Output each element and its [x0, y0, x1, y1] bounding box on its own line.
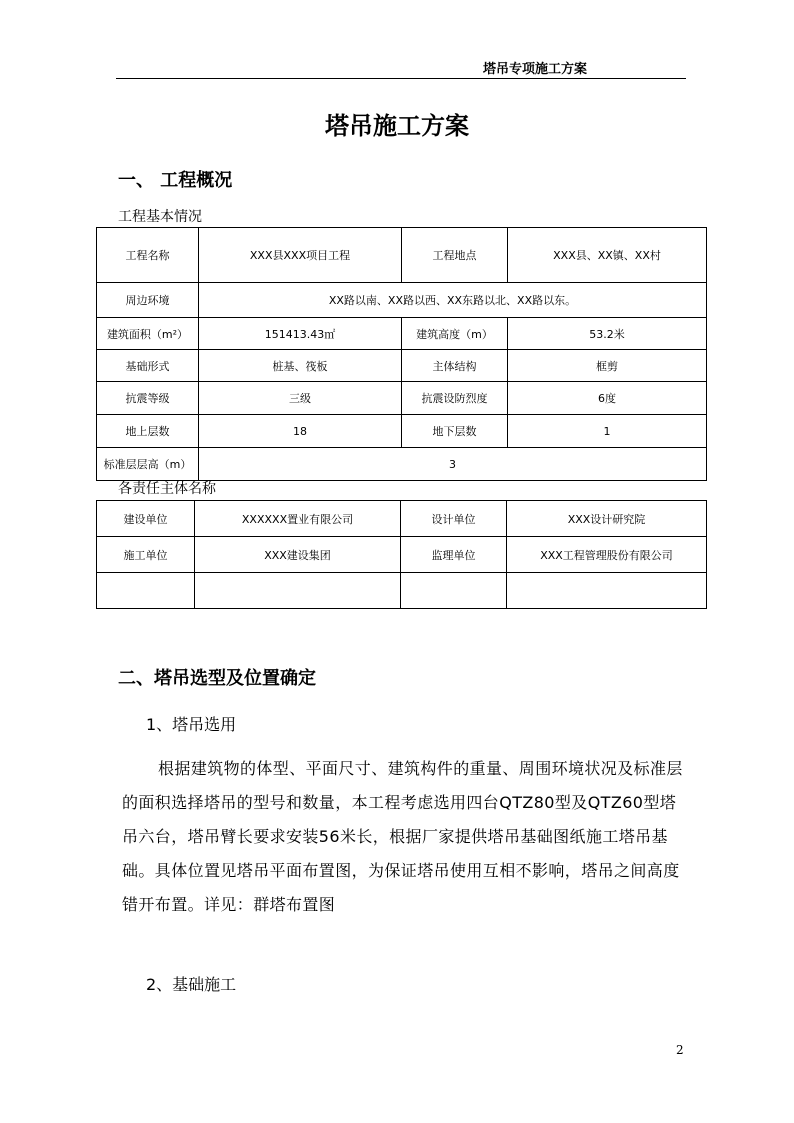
- table-cell: 三级: [199, 382, 402, 415]
- body-paragraph: [122, 752, 688, 922]
- table-cell: [401, 573, 507, 609]
- section-heading-overview: 一、 工程概况: [118, 170, 233, 191]
- table-cell: 设计单位: [401, 501, 507, 537]
- table-cell: XX路以南、XX路以西、XX东路以北、XX路以东。: [199, 283, 707, 318]
- table-cell: XXXXXX置业有限公司: [195, 501, 401, 537]
- table-cell: 基础形式: [97, 350, 199, 382]
- table-cell: 周边环境: [97, 283, 199, 318]
- table-row: [97, 382, 707, 415]
- table-cell: 建筑高度（m）: [402, 318, 508, 350]
- table-row: [97, 537, 707, 573]
- document-title: 塔吊施工方案: [325, 112, 469, 140]
- table-cell: 地下层数: [402, 415, 508, 448]
- table-cell: [97, 573, 195, 609]
- table-cell: 建设单位: [97, 501, 195, 537]
- table-row: [97, 318, 707, 350]
- table-cell: XXX县、XX镇、XX村: [508, 228, 707, 283]
- basic-info-table: [96, 227, 707, 481]
- table-cell: 主体结构: [402, 350, 508, 382]
- section-heading-crane-selection: 二、塔吊选型及位置确定: [118, 668, 316, 689]
- table-cell: XXX设计研究院: [507, 501, 707, 537]
- table-cell: 桩基、筏板: [199, 350, 402, 382]
- table-cell: 3: [199, 448, 707, 481]
- table-cell: 标准层层高（m）: [97, 448, 199, 481]
- table-cell: 监理单位: [401, 537, 507, 573]
- table-cell: 1: [508, 415, 707, 448]
- table-cell: [195, 573, 401, 609]
- table-cell: 6度: [508, 382, 707, 415]
- table-cell: 施工单位: [97, 537, 195, 573]
- table-cell: XXX建设集团: [195, 537, 401, 573]
- paragraph-text: 根据建筑物的体型、平面尺寸、建筑构件的重量、周围环境状况及标准层的面积选择塔吊的型号和数量，本工程考虑选用四台QTZ80型及QTZ60型塔吊六台，塔吊臂长要求安装56米长，根据厂家提供塔吊基础图纸施工塔吊基础。具体位置见塔吊平面布置图，为保证塔吊使用互相不影响，塔吊之间高度错开布置。详见：群塔布置图: [122, 759, 683, 914]
- subheading-crane-choice: 1、塔吊选用: [146, 715, 237, 734]
- table-row: [97, 501, 707, 537]
- parties-caption: 各责任主体名称: [118, 481, 216, 497]
- table-cell: [507, 573, 707, 609]
- table-cell: 18: [199, 415, 402, 448]
- table-cell: 151413.43㎡: [199, 318, 402, 350]
- table-row: [97, 448, 707, 481]
- page-number: 2: [676, 1043, 684, 1057]
- running-header-title: 塔吊专项施工方案: [483, 62, 588, 77]
- table-cell: 53.2米: [508, 318, 707, 350]
- table-row: [97, 573, 707, 609]
- table-cell: XXX县XXX项目工程: [199, 228, 402, 283]
- table-cell: 建筑面积（m²）: [97, 318, 199, 350]
- subheading-foundation: 2、基础施工: [146, 975, 237, 994]
- header-rule: [116, 78, 686, 79]
- table-cell: 地上层数: [97, 415, 199, 448]
- table-row: [97, 228, 707, 283]
- parties-table: [96, 500, 707, 609]
- table-row: [97, 350, 707, 382]
- table-cell: 抗震设防烈度: [402, 382, 508, 415]
- table-cell: 抗震等级: [97, 382, 199, 415]
- table-cell: 框剪: [508, 350, 707, 382]
- basic-info-caption: 工程基本情况: [118, 209, 202, 225]
- table-row: [97, 415, 707, 448]
- table-cell: 工程名称: [97, 228, 199, 283]
- table-cell: 工程地点: [402, 228, 508, 283]
- table-row: [97, 283, 707, 318]
- table-cell: XXX工程管理股份有限公司: [507, 537, 707, 573]
